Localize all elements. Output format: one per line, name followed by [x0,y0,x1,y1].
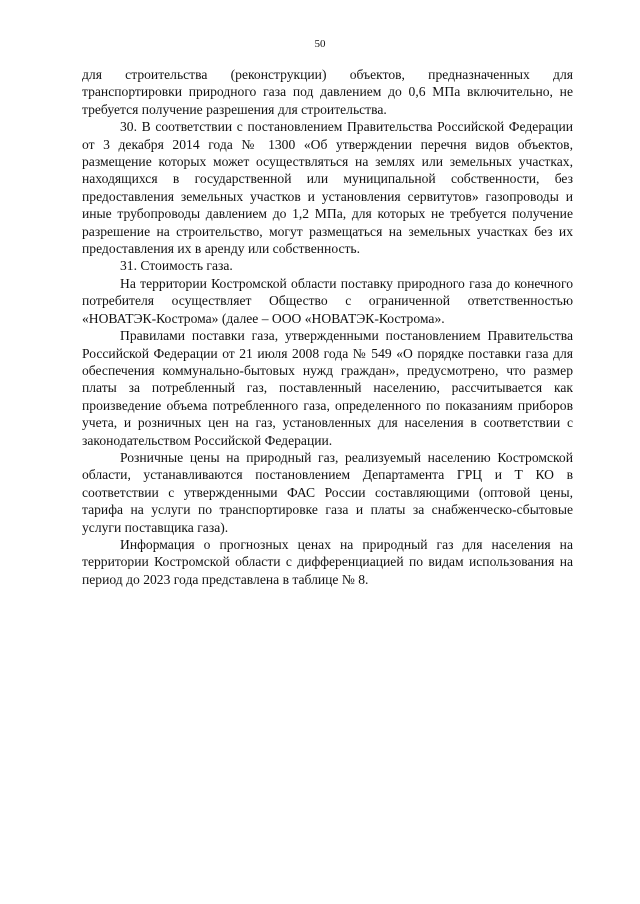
paragraph-price-forecast: Информация о прогнозных ценах на природный газ для населения на территории Костромской области с дифференциацией по видам использования на период до 2023 года представлена в таблице № 8. [82,536,573,587]
paragraph-continuation: для строительства (реконструкции) объектов, предназначенных для транспортировки природного газа под давлением до 0,6 МПа включительно, не требуется получение разрешения для строительства. [82,67,573,117]
paragraph-item-30: 30. В соответствии с постановлением Правительства Российской Федерации от 3 декабря 2014 года № 1300 «Об утверждении перечня видов объектов, размещение которых может осуществляться на землях или земельных участках, находящихся в государственной или муниципальной собственности, без предоставления земельных участков и установления сервитутов» газопроводы и иные трубопроводы давлением до 1,2 МПа, для которых не требуется получение разрешение на строительство, могут размещаться на земельных участках без их предоставления их в аренду или собственность. [82,119,573,257]
paragraph-supply-rules: Правилами поставки газа, утвержденными постановлением Правительства Российской Федерации от 21 июля 2008 года № 549 «О порядке поставки газа для обеспечения коммунально-бытовых нужд граждан», предусмотрено, что размер платы за потребленный газ, поставленный населению, рассчитывается как произведение объема потребленного газа, определенного по показаниям приборов учета, и розничных цен на газ, установленных для населения в соответствии с законодательством Российской Федерации. [82,328,573,448]
document-body [82,66,573,588]
paragraph-item-31-heading: 31. Стоимость газа. [120,258,233,274]
paragraph-retail-prices: Розничные цены на природный газ, реализуемый населению Костромской области, устанавливаются постановлением Департамента ГРЦ и Т КО в соответствии с утвержденными ФАС России составляющими (оптовой цены, тарифа на услуги по транспортировке газа и платы за снабженческо-сбытовые услуги поставщика газа). [82,449,573,535]
page-number: 50 [314,38,326,50]
paragraph-gas-supplier: На территории Костромской области поставку природного газа до конечного потребителя осуществляет Общество с ограниченной ответственностью «НОВАТЭК-Кострома» (далее – ООО «НОВАТЭК-Кострома». [82,275,573,326]
